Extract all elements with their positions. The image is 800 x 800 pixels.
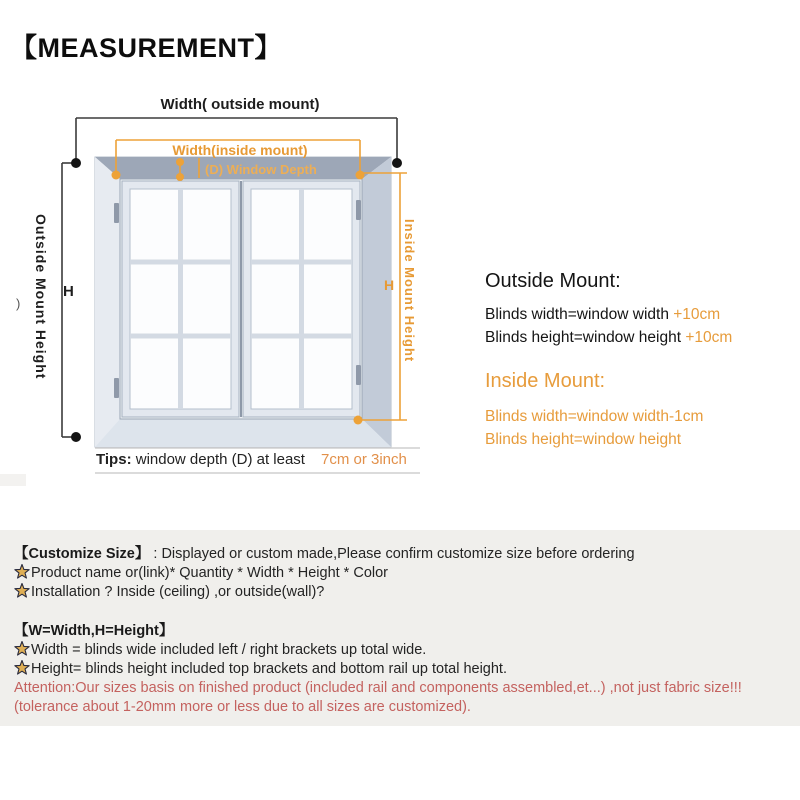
- window-left-jamb: [95, 157, 120, 447]
- window-illustration: [95, 157, 391, 447]
- customize-size-line: [14, 545, 786, 564]
- inside-mount-rule-width: Blinds width=window width-1cm: [485, 408, 704, 425]
- star-icon: [14, 564, 30, 579]
- attention-line-1: Attention:Our sizes basis on finished product (included rail and components assembled,et...) ,not just fabric size!!!: [14, 680, 742, 697]
- attention-line-2: (tolerance about 1-20mm more or less due to all sizes are customized).: [14, 699, 471, 716]
- star-icon: [14, 583, 30, 598]
- hinge-icon: [114, 378, 119, 398]
- bullet-text: Installation ? Inside (ceiling) ,or outside(wall)?: [31, 584, 325, 601]
- width-inside-mount-label: Width(inside mount): [172, 142, 308, 158]
- star-icon: [14, 660, 30, 675]
- outside-mount-title: Outside Mount:: [485, 270, 621, 292]
- inside-mount-rule-height: Blinds height=window height: [485, 431, 682, 448]
- tips-value: 7cm or 3inch: [320, 451, 407, 468]
- outside-mount-height-label: Outside Mount Height: [33, 214, 49, 380]
- bullet-text: Height= blinds height included top brackets and bottom rail up total height.: [31, 661, 507, 678]
- wh-definition-title: 【W=Width,H=Height】: [14, 622, 174, 639]
- customize-notes-panel: [0, 530, 800, 726]
- tips-text: window depth (D) at least: [131, 451, 305, 468]
- mount-info-section: [485, 270, 795, 451]
- window-right-jamb: [362, 157, 391, 447]
- spacer: [14, 603, 786, 622]
- note-bullet-width: [14, 641, 786, 660]
- edge-artifact: [0, 474, 26, 486]
- tips-prefix: Tips:: [96, 451, 132, 468]
- height-h-right-label: H: [384, 277, 395, 293]
- height-h-left-label: H: [63, 283, 74, 300]
- inside-mount-height-label: Inside Mount Height: [402, 219, 417, 363]
- rule-text: Blinds width=window width: [485, 306, 669, 323]
- width-outside-mount-label: Width( outside mount): [160, 96, 320, 113]
- hinge-icon: [114, 203, 119, 223]
- note-bullet-height: [14, 660, 786, 679]
- customize-size-title: 【Customize Size】: [14, 546, 150, 562]
- tips-line: [96, 451, 426, 468]
- outside-mount-rule-height: [485, 326, 795, 349]
- hinge-icon: [356, 200, 361, 220]
- customize-size-rest: : Displayed or custom made,Please confirm customize size before ordering: [149, 546, 635, 562]
- bullet-text: Product name or(link)* Quantity * Width * Height * Color: [31, 565, 389, 582]
- window-depth-label: (D) Window Depth: [205, 162, 317, 177]
- bullet-text: Width = blinds wide included left / right brackets up total wide.: [31, 641, 427, 658]
- wh-definition-line: [14, 622, 786, 641]
- inside-mount-title: Inside Mount:: [485, 370, 606, 392]
- window-sill: [95, 419, 391, 447]
- page-title: 【MEASUREMENT】: [10, 33, 283, 63]
- rule-highlight: +10cm: [681, 329, 733, 346]
- rule-text: Blinds height=window height: [485, 329, 682, 346]
- star-icon: [14, 641, 30, 656]
- hinge-icon: [356, 365, 361, 385]
- stray-parenthesis-mark: ): [16, 296, 21, 311]
- rule-highlight: +10cm: [668, 306, 721, 323]
- note-bullet-product: [14, 564, 786, 583]
- note-bullet-installation: [14, 583, 786, 602]
- outside-mount-rule-width: [485, 303, 795, 326]
